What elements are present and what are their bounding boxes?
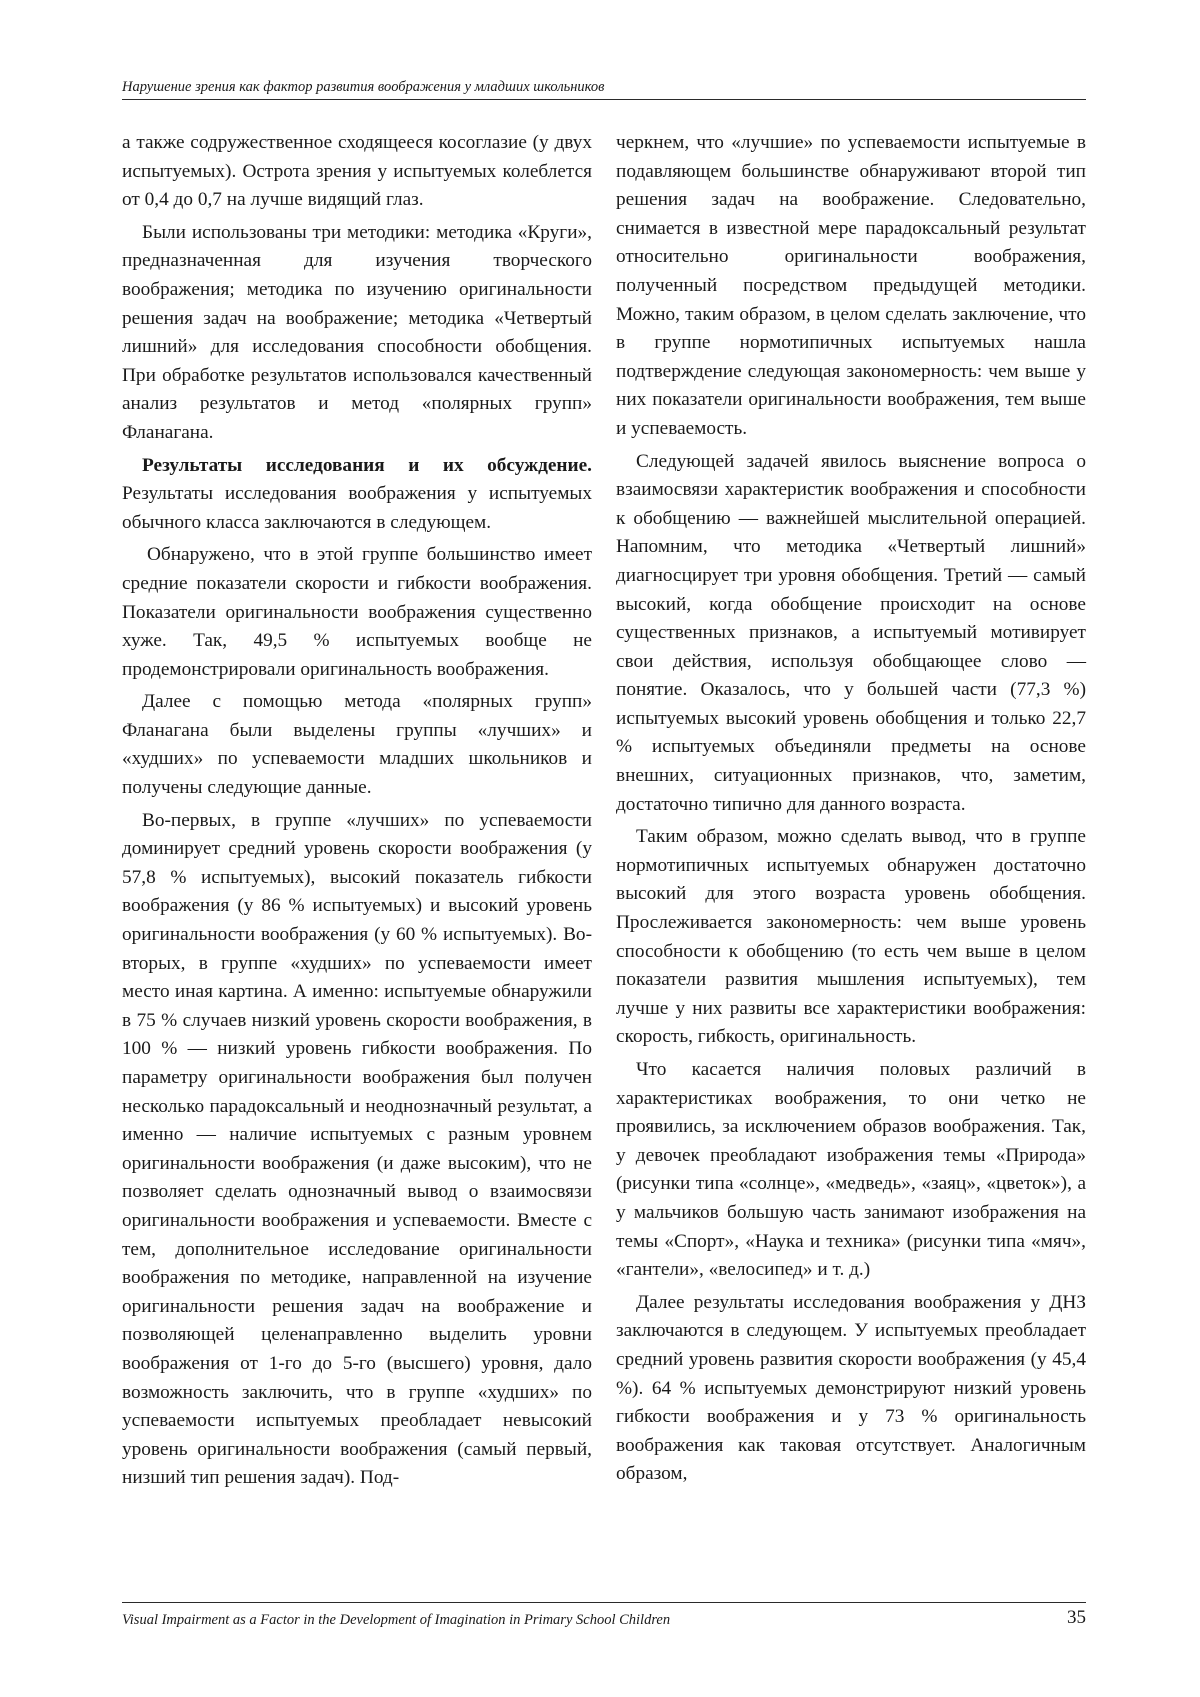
paragraph: Далее результаты исследования воображения у ДНЗ заключаются в следующем. У испытуемых преобладает средний уровень развития скорости воображения (у 45,4 %). 64 % испытуемых демонстрируют низкий уровень гибкости воображения и у 73 % оригинальность воображения как таковая отсутствует. Аналогичным образом, [616, 1291, 1086, 1485]
paragraph: Следующей задачей явилось выяснение вопроса о взаимосвязи характеристик воображения и способности к обобщению — важнейшей мыслительной операцией. Напомним, что методика «Четвертый лишний» диагносцирует три уровня обобщения. Третий — самый высокий, когда обобщение происходит на основе существенных признаков, а испытуемый мотивирует свои действия, используя обобщающее слово — понятие. Оказалось, что у большей части (77,3 %) испытуемых высокий уровень обобщения и только 22,7 % испытуемых объединяли предметы на основе внешних, ситуационных признаков, что, заметим, достаточно типично для данного возраста. [616, 450, 1086, 815]
paragraph: Таким образом, можно сделать вывод, что в группе нормотипичных испытуемых обнаружен достаточно высокий для этого возраста уровень обобщения. Прослеживается закономерность: чем выше уровень способности к обобщению (то есть чем выше в целом показатели развития мышления испытуемых), тем лучше у них развиты все характеристики воображения: скорость, гибкость, оригинальность. [616, 826, 1086, 1048]
paragraph: Были использованы три методики: методика «Круги», предназначенная для изучения творческого воображения; методика по изучению оригинальности решения задач на воображение; методика «Четвертый лишний» для исследования способности обобщения. При обработке результатов использовался качественный анализ результатов и метод «полярных групп» Фланагана. [122, 221, 592, 443]
paragraph: а также содружественное сходящееся косоглазие (у двух испытуемых). Острота зрения у испытуемых колеблется от 0,4 до 0,7 на лучше видящий глаз. [122, 132, 592, 211]
paragraph-text: Результаты исследования воображения у испытуемых обычного класса заключаются в следующем. [122, 483, 592, 533]
running-header: Нарушение зрения как фактор развития воображения у младших школьников [122, 78, 1086, 100]
footer-title: Visual Impairment as a Factor in the Development of Imagination in Primary School Children [122, 1612, 671, 1628]
article-body [122, 129, 1086, 1593]
paragraph: Во-первых, в группе «лучших» по успеваемости доминирует средний уровень скорости воображения (у 57,8 % испытуемых), высокий показатель гибкости воображения (у 86 % испытуемых) и высокий уровень оригинальности воображения (у 60 % испытуемых). Во-вторых, в группе «худших» по успеваемости имеет место иная картина. А именно: испытуемые обнаружили в 75 % случаев низкий уровень скорости воображения, в 100 % — низкий уровень гибкости воображения. По параметру оригинальности воображения был получен несколько парадоксальный и неоднозначный результат, а именно — наличие испытуемых с разным уровнем оригинальности воображения (и даже высоким), что не позволяет сделать однозначный вывод о взаимосвязи оригинальности воображения и успеваемости. Вместе с тем, дополнительное исследование оригинальности воображения по методике, направленной на изучение оригинальности решения задач на воображение и позволяющей целенаправленно выделить уровни воображения от 1-го до 5-го (высшего) уровня, дало возможность заключить, что в группе «худших» по успеваемости испытуемых преобладает невысокий уровень оригинальности воображения (самый первый, низший тип решения задач). Под- [122, 809, 592, 1489]
footer-divider [122, 1602, 1086, 1603]
paragraph: Что касается наличия половых различий в характеристиках воображения, то они четко не проявились, за исключением образов воображения. Так, у девочек преобладают изображения темы «Природа» (рисунки типа «солнце», «медведь», «заяц», «цветок»), а у мальчиков большую часть занимают изображения на темы «Спорт», «Наука и техника» (рисунки типа «мяч», «гантели», «велосипед» и т. д.) [616, 1059, 1086, 1281]
paragraph: Далее с помощью метода «полярных групп» Фланагана были выделены группы «лучших» и «худших» по успеваемости младших школьников и получены следующие данные. [122, 691, 592, 799]
section-heading: Результаты исследования и их обсуждение. [142, 454, 592, 476]
paragraph: Обнаружено, что в этой группе большинство имеет средние показатели скорости и гибкости воображения. Показатели оригинальности воображения существенно хуже. Так, 49,5 % испытуемых вообще не продемонстрировали оригинальность воображения. [122, 544, 592, 680]
page-number: 35 [1067, 1607, 1086, 1628]
paragraph: черкнем, что «лучшие» по успеваемости испытуемые в подавляющем большинстве обнаруживают второй тип решения задач на воображение. Следовательно, снимается в известной мере парадоксальный результат относительно оригинальности воображения, полученный посредством предыдущей методики. Можно, таким образом, в целом сделать заключение, что в группе нормотипичных испытуемых нашла подтверждение следующая закономерность: чем выше у них показатели оригинальности воображения, тем выше и успеваемость. [616, 132, 1086, 439]
left-column [122, 129, 592, 1497]
right-column [616, 129, 1086, 1493]
results-paragraph [122, 452, 592, 538]
